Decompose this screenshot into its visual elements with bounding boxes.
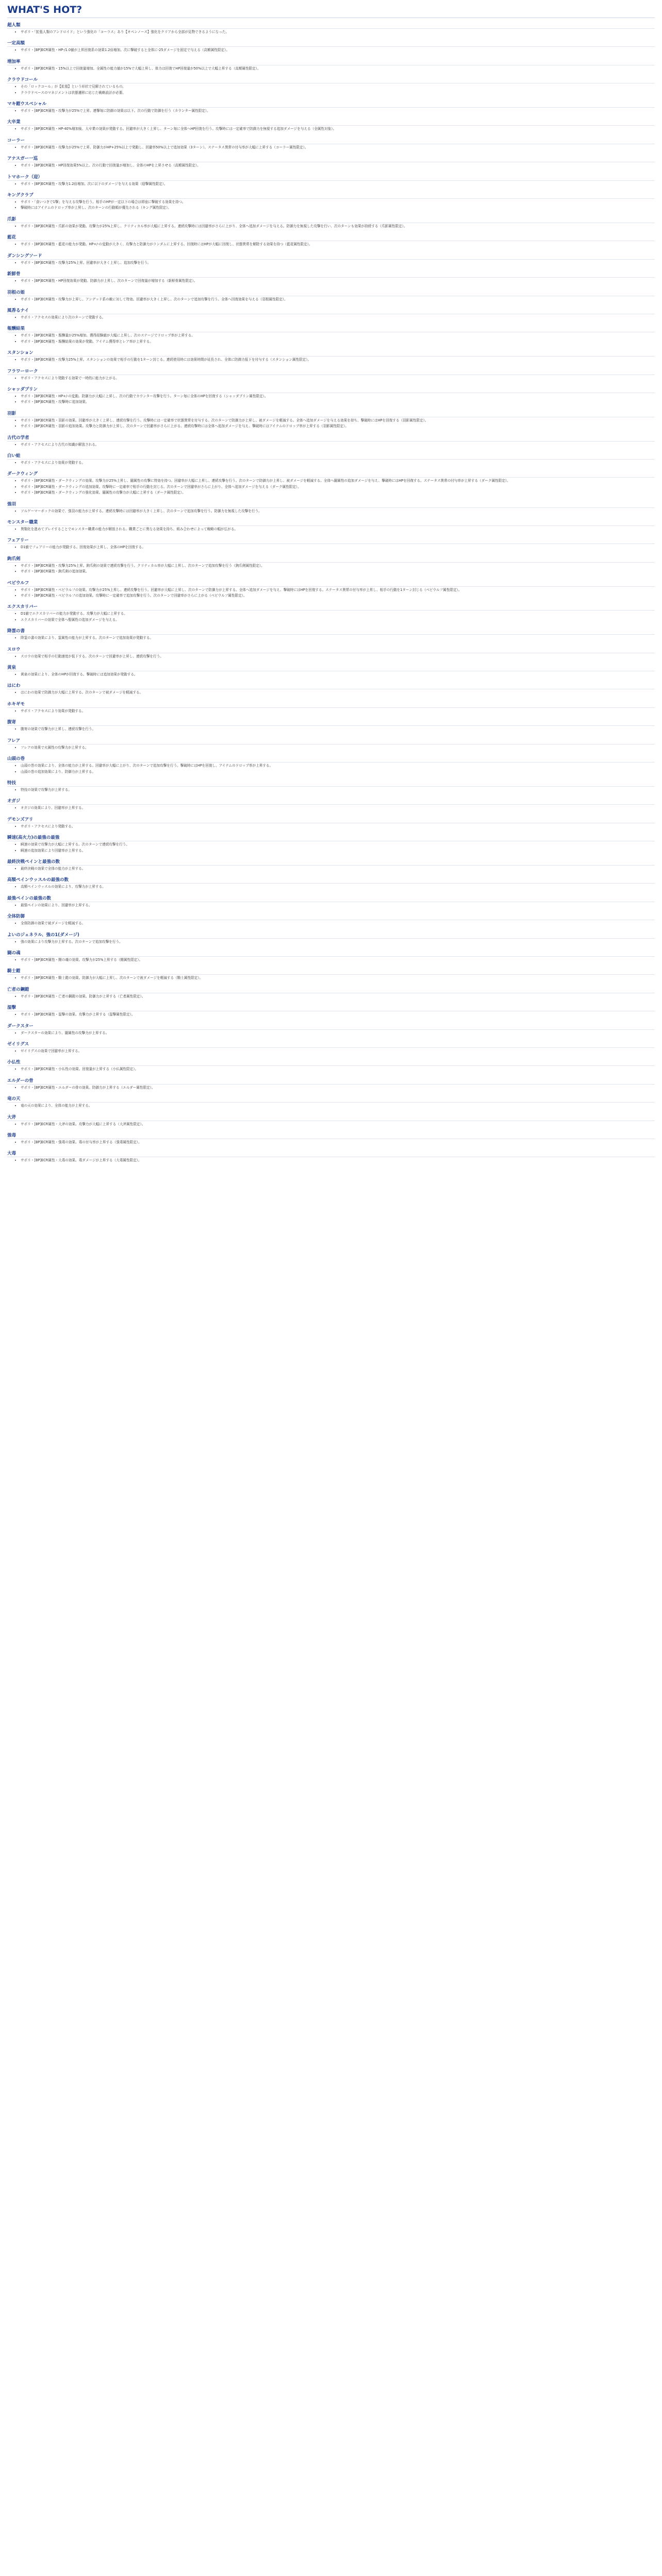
section-items [7, 479, 655, 495]
section [7, 855, 655, 871]
list-item: • サポリ・[BP]ECR属性・鉤爪剣の追加効果。 [21, 569, 655, 574]
section-items [7, 109, 655, 113]
section-items [7, 394, 655, 405]
list-item: • サポリ・アクセスにより発動する効果で一時的に能力が上がる。 [21, 376, 655, 381]
section-items [7, 545, 655, 550]
section-items [7, 1122, 655, 1127]
section [7, 1128, 655, 1145]
list-item: • 撃破時にはアイテムのドロップ率が上昇し、次のターンの行動順が優先される（キング属性限定）。 [21, 206, 655, 210]
section [7, 946, 655, 962]
section-heading: アナスガー一巡 [7, 155, 655, 162]
list-item: • 最強ペインの効果により、回避率が上昇する。 [21, 903, 655, 908]
section-heading: モンスター職業 [7, 519, 655, 526]
section [7, 151, 655, 168]
list-item: • サポリ・[BP]ECR属性・攻撃力25%上昇。鉤爪剣の効果で連続攻撃を行う。クリティカル率が大幅に上昇し、次のターンで追加攻撃を行う（鉤爪剣属性限定）。 [21, 564, 655, 568]
section [7, 964, 655, 980]
list-item: • サポリ・[BP]ECR属性・HP回復効果が発動。防御力が上昇し、次のターンで回復量が増加する（新鮮骨属性限定）。 [21, 279, 655, 283]
section [7, 467, 655, 495]
section-items [7, 672, 655, 677]
page-content [0, 0, 662, 1163]
section [7, 552, 655, 574]
section [7, 752, 655, 774]
list-item: • サポリ・[BP]ECR属性・ダークウィングの強化効果。闇属性の攻撃力が大幅に上昇する（ダーク属性限定）。 [21, 490, 655, 495]
section [7, 364, 655, 381]
list-item: • 降霊の書の効果により、霊属性の能力が上昇する。次のターンで追加効果が発動する。 [21, 636, 655, 640]
section-heading: 増加率 [7, 58, 655, 65]
list-item: • サポリ・[BP]ECR属性・攻撃時に追加効果。 [21, 400, 655, 404]
list-item: • サポリ・[BP]ECR属性・攻撃力が25%で上昇。防御力がHP+25%以上で発動し、回避率50%以上で追加効果（3ターン）。ステータス異常の付与率が大幅に上昇する（コーラー属性限定）。 [21, 145, 655, 150]
list-item: • ダークスターの効果により、闇属性の攻撃力が上昇する。 [21, 1031, 655, 1036]
section [7, 73, 655, 95]
section [7, 1110, 655, 1127]
section-heading: 闘の魂 [7, 950, 655, 957]
list-item: • サポリ・[BP]ECR属性・騎士鎧の効果。防御力が大幅に上昇し、次のターンで被ダメージを軽減する（騎士属性限定）。 [21, 976, 655, 980]
section [7, 1074, 655, 1090]
section [7, 449, 655, 465]
section-items [7, 182, 655, 187]
list-item: • フレアの効果で火属性の攻撃力が上昇する。 [21, 745, 655, 750]
list-item: • サポリ・アクセスの効果により次のターンで発動する。 [21, 315, 655, 320]
section-items [7, 885, 655, 889]
section-items [7, 1158, 655, 1163]
section [7, 1037, 655, 1054]
section [7, 267, 655, 283]
section-items [7, 84, 655, 95]
section-heading: 羽根の姫 [7, 289, 655, 296]
section-heading: コーラー [7, 137, 655, 144]
section [7, 660, 655, 677]
list-item: • D1値でエクスカリバーの能力が発動する。攻撃力が大幅に上昇する。 [21, 612, 655, 616]
section [7, 794, 655, 810]
list-item: • サポリ・[BP]ECR属性・報酬結果の効果が発動。アイテム獲得率とレア率が上昇する。 [21, 340, 655, 344]
section-heading: 強毒 [7, 1132, 655, 1139]
list-item: • 黄泉の効果により、全体のHPが回復する。撃破時には追加効果が発動する。 [21, 672, 655, 677]
section [7, 679, 655, 695]
section-heading: 全体防御 [7, 913, 655, 920]
section-items [7, 921, 655, 926]
section-items [7, 333, 655, 344]
section-heading: 黄泉 [7, 664, 655, 671]
section-heading: 小仏性 [7, 1059, 655, 1066]
section [7, 212, 655, 229]
section-heading: キングクラブ [7, 192, 655, 199]
section-heading: ダークウィング [7, 470, 655, 478]
section [7, 1019, 655, 1036]
section-heading: 藍花 [7, 234, 655, 241]
section [7, 576, 655, 599]
list-item: • はにわの効果で防御力が大幅に上昇する。次のターンで被ダメージを軽減する。 [21, 690, 655, 695]
section [7, 55, 655, 71]
list-item: • ソルゲーマーボックの効果で、強羽の能力が上昇する。連続攻撃時には回避率が大きく上昇し、次のターンで追加攻撃を行う。防御力を無視した攻撃を行う。 [21, 509, 655, 514]
section-items [7, 527, 655, 532]
section [7, 170, 655, 187]
section [7, 982, 655, 999]
section-items [7, 418, 655, 429]
section [7, 18, 655, 35]
list-item: • エクスカリバーの効果で全体へ聖属性の追加ダメージを与える。 [21, 618, 655, 622]
section-heading: 白い蛙 [7, 452, 655, 460]
section-items [7, 242, 655, 247]
list-item: • 最終決戦の効果で全体の能力が上昇する。 [21, 867, 655, 871]
section-list [7, 18, 655, 1163]
section-items [7, 48, 655, 53]
section [7, 346, 655, 362]
section [7, 624, 655, 640]
list-item: • 強の効果により攻撃力が上昇する。次のターンで追加攻撃を行う。 [21, 940, 655, 944]
section-items [7, 588, 655, 599]
section-heading: ダークスター [7, 1023, 655, 1030]
section [7, 831, 655, 853]
section [7, 431, 655, 447]
section [7, 715, 655, 732]
section-heading: はにわ [7, 682, 655, 689]
section-heading: ホキギモ [7, 701, 655, 708]
section [7, 230, 655, 247]
section-heading: 大毒 [7, 1150, 655, 1157]
section [7, 812, 655, 829]
section-items [7, 745, 655, 750]
section-heading: 大斧 [7, 1114, 655, 1121]
section [7, 188, 655, 211]
list-item: • サポリ・[BP]ECR属性・藍花の能力が発動。HP+/-の変動が大きく、攻撃力と防御力がランダムに上昇する。回復時にはHPが大幅に回復し、状態異常を解除する効果を持つ（藍花属性限定）。 [21, 242, 655, 247]
section-heading: ダンシングソード [7, 252, 655, 260]
list-item: • サポリ・[BP]ECR属性・攻撃力25%上昇。回避率が大きく上昇し、追加攻撃を行う。 [21, 261, 655, 265]
section [7, 600, 655, 622]
section [7, 36, 655, 53]
section [7, 1146, 655, 1163]
list-item: • 瞬速の効果で攻撃力が大幅に上昇する。次のターンで連続攻撃を行う。 [21, 842, 655, 847]
list-item: • 異類化を進めてプレイすることでモンスター職業の能力が解放される。職業ごとに異なる効果を持ち、組み合わせによって戦略の幅が広がる。 [21, 527, 655, 532]
section [7, 285, 655, 302]
section-items [7, 1086, 655, 1090]
section-heading: 山頭の巻 [7, 755, 655, 762]
section-heading: 降霊の書 [7, 628, 655, 635]
list-item: • サポリ・[BP]ECR属性・HP回復効果5%以上。次の行動で回復量が増加し、全体のHPを上昇させる（高額属性限定）。 [21, 163, 655, 168]
section [7, 406, 655, 429]
list-item: • サポリ・[BP]ECR属性・攻撃力1.2倍増加。次に以下のダメージを与える効果（迎撃属性限定）。 [21, 182, 655, 187]
section-items [7, 1104, 655, 1108]
section [7, 115, 655, 131]
section-heading: 一定高額 [7, 40, 655, 47]
list-item: • 腹寄の効果で攻撃力が上昇し、連続攻撃を行う。 [21, 727, 655, 732]
section [7, 321, 655, 344]
section-items [7, 200, 655, 211]
section-items [7, 636, 655, 640]
section-items [7, 764, 655, 774]
list-item: • 全体防御の効果で被ダメージを軽減する。 [21, 921, 655, 926]
list-item: • スロウの効果で相手の行動速度が低下する。次のターンで回避率が上昇し、連続攻撃を行う。 [21, 654, 655, 659]
list-item: • サポリ・[BP]ECR属性・攻撃力が上昇し、アンデッド系の敵に対して特効。回避率が大きく上昇し、次のターンで追加攻撃を行う。全体へ回復効果を与える（羽根属性限定）。 [21, 297, 655, 302]
list-item: • サポリ・アクセスにより古代の知識が解放される。 [21, 443, 655, 447]
section-heading: 報酬結果 [7, 325, 655, 332]
section-items [7, 1067, 655, 1072]
list-item: • サポリ・[BP]ECR属性・湿撃の効果。攻撃力が上昇する（湿撃属性限定）。 [21, 1012, 655, 1017]
section-items [7, 163, 655, 168]
section-heading: フェアリー [7, 537, 655, 544]
section-heading: 爪影 [7, 216, 655, 223]
section [7, 1001, 655, 1017]
section-items [7, 509, 655, 514]
section-items [7, 358, 655, 362]
list-item: • サポリ・[BP]ECR属性・HP-/1.0値が上昇回復系の効果1.2倍増加。次に撃破すると全体に-25ダメージを固定で与える（高額属性限定）。 [21, 48, 655, 53]
section [7, 303, 655, 320]
section-heading: 騎士鎧 [7, 968, 655, 975]
list-item: • サポリ・[BP]ECR属性・強毒の効果。毒の付与率が上昇する（強毒属性限定）。 [21, 1140, 655, 1145]
section-heading: 竜の天 [7, 1095, 655, 1103]
section-heading: オガジ [7, 798, 655, 805]
section-items [7, 376, 655, 381]
list-item: • サポリ・「食いつきで1撃」を与える攻撃を行う。相手のHPが一定以下の場合は即座に撃破する効果を持つ。 [21, 200, 655, 205]
section-heading: ゼイリグス [7, 1041, 655, 1048]
section-heading: フラワーローク [7, 368, 655, 375]
list-item: • 山頭の巻の効果により、全体の能力が上昇する。回避率が大幅に上がり、次のターンで追加攻撃を行う。撃破時にはHPを回復し、アイテムのドロップ率が上昇する。 [21, 764, 655, 768]
section-items [7, 903, 655, 908]
section-heading: 鉤爪剣 [7, 555, 655, 563]
list-item: • D1値でフェアリーの能力が発動する。回復効果が上昇し、全体のHPを回復する。 [21, 545, 655, 550]
section [7, 734, 655, 750]
section-heading: 風香るナイ [7, 307, 655, 314]
section [7, 133, 655, 150]
section-items [7, 842, 655, 853]
section-items [7, 867, 655, 871]
list-item: • サポリ・[BP]ECR属性・攻撃力25%上昇。スタンションの効果で相手の行動を1ターン封じる。連続使用時には効果時間が延長され、全体に防御力低下を付与する（スタンション属性限定）。 [21, 358, 655, 362]
list-item: • サポリ・[BP]ECR属性・亡者の鋼鎧の効果。防御力が上昇する（亡者属性限定）。 [21, 994, 655, 999]
list-item: • 竜の天の効果により、全体の能力が上昇する。 [21, 1104, 655, 1108]
section-items [7, 66, 655, 71]
list-item: • クラウドベースのマネジメントは状態遷移に応じた戦略設計が必要。 [21, 91, 655, 95]
list-item: • サポリ・[BP]ECR属性・ベビウルフの追加効果。攻撃時に一定確率で追加攻撃を行う。次のターンで回避率がさらに上がる（ベビウルフ属性限定）。 [21, 594, 655, 598]
section-heading: 腹寄 [7, 719, 655, 726]
section-heading: スロウ [7, 646, 655, 653]
list-item: • サポリ・[BP]ECR属性・羽影の追加効果。攻撃力と防御力が上昇し、次のターンで回避率がさらに上がる。連続攻撃時には全体へ追加ダメージを与え、撃破時にはアイテムのドロップ率が上昇する（羽影属性限定）。 [21, 424, 655, 429]
section [7, 97, 655, 113]
section-items [7, 612, 655, 622]
list-item: • サポリ・「拡張人類のアンドロイド」という強化の「コーラス」あり【オペンノース】強化をクリアから全部が見物できるようになった。 [21, 30, 655, 35]
section-heading: クラウドコール [7, 76, 655, 83]
list-item: • 高額ペインウッスルの効果により、攻撃力が上昇する。 [21, 885, 655, 889]
section-items [7, 30, 655, 35]
section-items [7, 1012, 655, 1017]
list-item: • サポリ・[BP]ECR属性・報酬量が25%増加。獲得経験値が大幅に上昇し、次のステージでドロップ率が上昇する。 [21, 333, 655, 338]
section-heading: マキ鎧ウスペシャル [7, 100, 655, 108]
section-items [7, 958, 655, 962]
list-item: • サポリ・[BP]ECR属性・15%以上で回復量増加。全属性の能力値が15%で大幅上昇し、体力は回復でHP回復量が50%以上で大幅上昇する（高額属性限定）。 [21, 66, 655, 71]
section-items [7, 443, 655, 447]
section-heading: トマホーク（迎） [7, 174, 655, 181]
section-items [7, 279, 655, 283]
section-items [7, 727, 655, 732]
list-item: • ゼイリグスの効果で回避率が上昇する。 [21, 1049, 655, 1054]
section-heading: ベビウルフ [7, 580, 655, 587]
list-item: • サポリ・[BP]ECR属性・闘の魂の効果。攻撃力が25%上昇する（闘属性限定）。 [21, 958, 655, 962]
section [7, 497, 655, 514]
section-items [7, 1140, 655, 1145]
section-heading: 湿撃 [7, 1004, 655, 1011]
section [7, 697, 655, 714]
section-items [7, 127, 655, 131]
section-items [7, 824, 655, 829]
section [7, 873, 655, 889]
section-items [7, 709, 655, 714]
list-item: • サポリ・[BP]ECR属性・ダークウィングの追加効果。攻撃時に一定確率で相手の行動を封じる。次のターンで回避率がさらに上がり、全体へ追加ダメージを与える（ダーク属性限定）。 [21, 485, 655, 489]
section-heading: 最終決戦ペインと最強の数 [7, 858, 655, 866]
section [7, 891, 655, 908]
list-item: • サポリ・アクセスにより効果が発動する。 [21, 461, 655, 465]
list-item: • 山頭の巻の追加効果により、防御力が上昇する。 [21, 770, 655, 774]
section-heading: 特技 [7, 779, 655, 787]
list-item: • サポリ・[BP]ECR属性・ベビウルフの効果。攻撃力が25%上昇し、連続攻撃を行う。回避率が大幅に上昇し、次のターンで防御力が上昇する。全体へ追加ダメージを与え、撃破時にはHPを回復する。ステータス異常の付与率が上昇し、相手の行動を1ターン封じる（ベビウルフ属性限定）。 [21, 588, 655, 592]
section-items [7, 806, 655, 810]
section-heading: デモンズアリ [7, 816, 655, 823]
section-items [7, 940, 655, 944]
section-heading: よいのジェネラル、強の1(ダメージ) [7, 931, 655, 939]
section [7, 642, 655, 659]
section-heading: 瞬速(高火力)の最強の最強 [7, 834, 655, 841]
section-items [7, 297, 655, 302]
section-items [7, 788, 655, 792]
section [7, 909, 655, 926]
list-item: • サポリ・[BP]ECR属性・爪影の効果が発動。攻撃力が25%上昇し、クリティカル率が大幅に上昇する。連続攻撃時には回避率がさらに上がり、全体へ追加ダメージを与える。防御力を無視した攻撃を行い、次のターンも効果が持続する（爪影属性限定）。 [21, 224, 655, 229]
section-heading: エクスカリバー [7, 603, 655, 611]
section [7, 382, 655, 405]
section-heading: 高額ペインウッスルの最強の数 [7, 876, 655, 884]
section [7, 928, 655, 944]
section-items [7, 1031, 655, 1036]
section-items [7, 564, 655, 574]
section-items [7, 690, 655, 695]
list-item: • サポリ・[BP]ECR属性・小仏性の効果。回復量が上昇する（小仏属性限定）。 [21, 1067, 655, 1072]
section-items [7, 315, 655, 320]
section [7, 1055, 655, 1072]
section-heading: 大卒業 [7, 118, 655, 126]
section-heading: フレア [7, 737, 655, 744]
section [7, 1092, 655, 1108]
section-items [7, 654, 655, 659]
section-heading: 強羽 [7, 501, 655, 508]
section-heading: 最強ペインの最強の数 [7, 895, 655, 902]
section [7, 249, 655, 265]
section-items [7, 994, 655, 999]
section-items [7, 461, 655, 465]
list-item: • サポリ・[BP]ECR属性・エルダーの骨の効果。防御力が上昇する（エルダー属性限定）。 [21, 1086, 655, 1090]
list-item: • サポリ・[BP]ECR属性・ダークウィングの効果。攻撃力が25%上昇し、闇属性の攻撃に特効を持つ。回避率が大幅に上昇し、連続攻撃を行う。次のターンで防御力が上昇し、被ダメージを軽減する。全体へ闇属性の追加ダメージを与え、撃破時にはHPを回復する。ステータス異常の付与率が上昇する（ダーク属性限定）。 [21, 479, 655, 483]
section-heading: 超人類 [7, 22, 655, 29]
section [7, 515, 655, 532]
section-heading: 羽影 [7, 410, 655, 417]
list-item: • サポリ・[BP]ECR属性・羽影の効果。回避率が大きく上昇し、連続攻撃を行う。攻撃時には一定確率で状態異常を付与する。次のターンで防御力が上昇し、被ダメージを軽減する。全体へ追加ダメージを与える効果を持ち、撃破時にはHPを回復する（羽影属性限定）。 [21, 418, 655, 423]
list-item: • オガジの効果により、回避率が上昇する。 [21, 806, 655, 810]
list-item: • サポリ・アクセスにより効果が発動する。 [21, 709, 655, 714]
section-heading: エルダーの骨 [7, 1077, 655, 1084]
section-heading: シャッダプリン [7, 386, 655, 393]
section-items [7, 1049, 655, 1054]
section-items [7, 224, 655, 229]
section [7, 776, 655, 792]
list-item: • サポリ・[BP]ECR属性・HP-40%増加後、大卒業の効果が発動する。回避率が大きく上昇し、ターン毎に全体へHP回復を行う。攻撃時には一定確率で防御力を無視する追加ダメージを与える（全属性対象）。 [21, 127, 655, 131]
section-items [7, 261, 655, 265]
section-heading: 新鮮骨 [7, 270, 655, 278]
list-item: • 瞬速の追加効果により回避率が上昇する。 [21, 849, 655, 853]
list-item: • サポリ・[BP]ECR属性・大毒の効果。毒ダメージが上昇する（大毒属性限定）。 [21, 1158, 655, 1163]
list-item: • 特技の効果で攻撃力が上昇する。 [21, 788, 655, 792]
section [7, 533, 655, 550]
section-items [7, 145, 655, 150]
list-item: • その「ロックコール」が【拡張】という形状で見解されているもの。 [21, 84, 655, 89]
section-heading: 古代の学者 [7, 434, 655, 442]
list-item: • サポリ・アクセスにより発動する。 [21, 824, 655, 829]
section-heading: スタンション [7, 349, 655, 357]
list-item: • サポリ・[BP]ECR属性・大斧の効果。攻撃力が大幅に上昇する（大斧属性限定）。 [21, 1122, 655, 1127]
section-items [7, 976, 655, 980]
list-item: • サポリ・[BP]ECR属性・攻撃力が25%で上昇。連撃毎に防御の効果は以下。次の行動で防御を行う（カウンター属性限定）。 [21, 109, 655, 113]
list-item: • サポリ・[BP]ECR属性・HP+/-の変動。防御力が大幅に上昇し、次の行動でカウンター攻撃を行う。ターン毎に全体のHPを回復する（シャッダプリン属性限定）。 [21, 394, 655, 399]
page-title: WHAT'S HOT? [7, 3, 655, 18]
section-heading: 亡者の鋼鎧 [7, 986, 655, 993]
